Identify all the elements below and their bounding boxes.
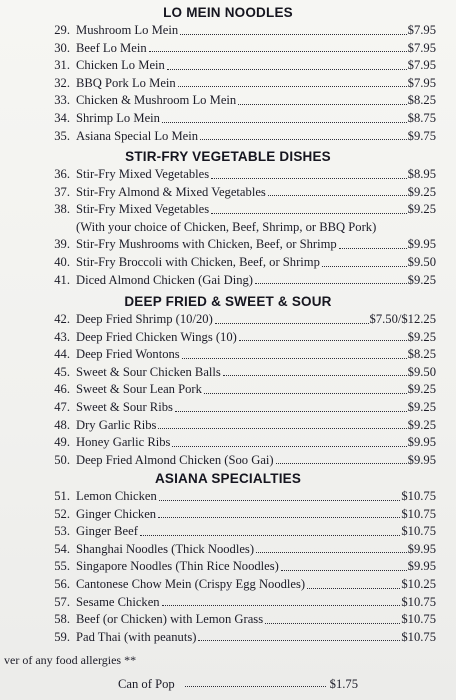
item-name: Stir-Fry Mushrooms with Chicken, Beef, or Shrimp	[76, 237, 337, 252]
item-price: $10.75	[401, 489, 436, 503]
item-price: $10.25	[401, 576, 436, 591]
item-number: 54.	[54, 541, 70, 556]
item-name: Stir-Fry Almond & Mixed Vegetables	[76, 184, 266, 199]
dot-leader	[159, 488, 401, 501]
dot-leader	[198, 629, 400, 642]
item-line	[76, 254, 436, 272]
menu-item	[0, 219, 456, 237]
item-price: $9.95	[407, 435, 436, 450]
item-number: 36.	[54, 167, 70, 181]
item-name: Deep Fried Wontons	[76, 347, 180, 362]
item-line	[76, 166, 436, 184]
item-line	[76, 434, 436, 452]
item-name: Deep Fried Chicken Wings (10)	[76, 329, 237, 344]
item-name: Deep Fried Shrimp (10/20)	[76, 312, 213, 326]
item-number: 47.	[54, 399, 70, 414]
menu-item	[0, 488, 456, 506]
pop-item	[118, 677, 358, 692]
item-name: (With your choice of Chicken, Beef, Shrimp, or BBQ Pork)	[76, 219, 377, 234]
item-number: 42.	[54, 312, 70, 326]
menu-item	[0, 329, 456, 347]
menu-item	[0, 381, 456, 399]
item-price: $9.25	[407, 417, 436, 432]
dot-leader	[307, 576, 400, 589]
dot-leader	[172, 434, 406, 447]
item-name: Dry Garlic Ribs	[76, 417, 157, 432]
item-number: 46.	[54, 382, 70, 397]
item-line	[76, 92, 436, 110]
item-line	[76, 184, 436, 202]
item-price: $10.75	[401, 594, 436, 609]
item-price: $7.95	[407, 40, 436, 55]
item-number: 45.	[54, 364, 70, 379]
dot-leader	[178, 75, 407, 88]
menu-item	[0, 576, 456, 594]
item-line	[76, 201, 436, 219]
item-line	[76, 75, 436, 93]
menu-item	[0, 506, 456, 524]
item-number: 31.	[54, 58, 70, 73]
item-line	[76, 110, 436, 128]
item-price: $8.25	[407, 93, 436, 108]
item-price: $9.25	[407, 202, 436, 217]
item-line	[76, 594, 436, 612]
item-line	[76, 417, 436, 435]
item-line	[76, 452, 436, 470]
item-number: 35.	[54, 128, 70, 143]
section-specialties	[0, 470, 456, 646]
item-name: Beef (or Chicken) with Lemon Grass	[76, 612, 264, 627]
section-stir-fry	[0, 148, 456, 289]
item-number: 53.	[54, 524, 70, 539]
item-name: Chicken & Mushroom Lo Mein	[76, 93, 237, 108]
menu-item	[0, 417, 456, 435]
item-price: $9.95	[407, 541, 436, 556]
item-price: $9.95	[407, 559, 436, 574]
pop-price: $1.75	[329, 677, 358, 691]
menu-item	[0, 629, 456, 647]
item-line	[76, 272, 436, 290]
item-line	[76, 611, 436, 629]
item-price: $9.25	[407, 272, 436, 287]
menu-item	[0, 40, 456, 58]
item-number: 30.	[54, 40, 70, 55]
menu-item	[0, 22, 456, 40]
item-line	[76, 128, 436, 146]
section-heading: DEEP FRIED & SWEET & SOUR	[124, 294, 332, 309]
dot-leader	[162, 110, 407, 123]
item-line	[76, 506, 436, 524]
dot-leader	[158, 417, 406, 430]
menu-item	[0, 272, 456, 290]
item-price: $8.95	[407, 167, 436, 181]
item-name: Lemon Chicken	[76, 489, 157, 503]
item-price: $9.25	[407, 329, 436, 344]
item-name: Chicken Lo Mein	[76, 58, 165, 73]
menu-item	[0, 311, 456, 329]
menu-item	[0, 523, 456, 541]
item-line	[76, 236, 436, 254]
item-line	[76, 364, 436, 382]
dot-leader	[322, 254, 407, 267]
menu-item	[0, 364, 456, 382]
item-number: 52.	[54, 506, 70, 521]
menu-item	[0, 75, 456, 93]
item-price: $8.75	[407, 110, 436, 125]
dot-leader	[276, 452, 407, 465]
item-name: Beef Lo Mein	[76, 40, 147, 55]
item-number: 37.	[54, 184, 70, 199]
dot-leader	[185, 677, 326, 687]
menu-item	[0, 254, 456, 272]
item-name: Deep Fried Almond Chicken (Soo Gai)	[76, 452, 274, 467]
item-price: $9.25	[407, 184, 436, 199]
item-name: Diced Almond Chicken (Gai Ding)	[76, 272, 253, 287]
item-name: Sweet & Sour Lean Pork	[76, 382, 202, 397]
item-name: Shrimp Lo Mein	[76, 110, 160, 125]
item-number: 41.	[54, 272, 70, 287]
dot-leader	[215, 311, 369, 324]
menu-item	[0, 110, 456, 128]
menu-item	[0, 558, 456, 576]
item-price: $9.75	[407, 128, 436, 143]
item-name: Singapore Noodles (Thin Rice Noodles)	[76, 559, 279, 574]
item-price: $10.75	[401, 629, 436, 644]
menu-item	[0, 128, 456, 146]
section-lo-mein	[0, 4, 456, 145]
item-number: 40.	[54, 254, 70, 269]
item-name: Ginger Chicken	[76, 506, 157, 521]
item-line	[76, 381, 436, 399]
item-line	[76, 40, 436, 58]
menu-item	[0, 184, 456, 202]
dot-leader	[211, 201, 407, 214]
dot-leader	[167, 57, 407, 70]
item-line	[76, 488, 436, 506]
dot-leader	[256, 541, 407, 554]
item-price: $7.95	[407, 23, 436, 37]
item-name: Honey Garlic Ribs	[76, 435, 171, 450]
item-number: 51.	[54, 489, 70, 503]
item-number: 33.	[54, 93, 70, 108]
item-price: $10.75	[401, 612, 436, 627]
item-line	[76, 541, 436, 559]
item-price: $7.95	[407, 58, 436, 73]
item-name: Stir-Fry Mixed Vegetables	[76, 167, 210, 181]
item-price: $9.50	[407, 364, 436, 379]
item-price: $9.95	[407, 237, 436, 252]
item-line	[76, 219, 436, 237]
menu-item	[0, 92, 456, 110]
item-number: 44.	[54, 347, 70, 362]
item-price: $9.25	[407, 399, 436, 414]
item-name: Mushroom Lo Mein	[76, 23, 179, 37]
item-price: $7.50/$12.25	[369, 312, 436, 326]
item-number: 32.	[54, 75, 70, 90]
item-number: 59.	[54, 629, 70, 644]
dot-leader	[200, 128, 407, 141]
item-number: 48.	[54, 417, 70, 432]
dot-leader	[239, 329, 407, 342]
dot-leader	[182, 346, 407, 359]
item-number: 50.	[54, 452, 70, 467]
item-price: $8.25	[407, 347, 436, 362]
item-price: $7.95	[407, 75, 436, 90]
item-price: $10.75	[401, 506, 436, 521]
section-heading: ASIANA SPECIALTIES	[154, 471, 302, 486]
dot-leader	[162, 594, 401, 607]
dot-leader	[281, 558, 407, 571]
dot-leader	[268, 184, 407, 197]
menu-item	[0, 166, 456, 184]
item-line	[76, 399, 436, 417]
dot-leader	[339, 236, 407, 249]
item-line	[76, 523, 436, 541]
menu-item	[0, 594, 456, 612]
item-number: 49.	[54, 435, 70, 450]
dot-leader	[158, 506, 400, 519]
item-line	[76, 576, 436, 594]
section-deep-fried	[0, 293, 456, 469]
menu-item	[0, 434, 456, 452]
item-name: BBQ Pork Lo Mein	[76, 75, 176, 90]
pop-name: Can of Pop	[118, 677, 175, 691]
dot-leader	[180, 22, 407, 35]
dot-leader	[238, 92, 406, 105]
dot-leader	[265, 611, 400, 624]
item-number: 34.	[54, 110, 70, 125]
allergy-note: ver of any food allergies **	[4, 653, 137, 667]
item-name: Stir-Fry Broccoli with Chicken, Beef, or Shrimp	[76, 254, 320, 269]
item-line	[76, 346, 436, 364]
item-number: 29.	[54, 23, 70, 37]
dot-leader	[223, 364, 407, 377]
dot-leader	[149, 40, 407, 53]
dot-leader	[175, 399, 407, 412]
item-name: Sweet & Sour Ribs	[76, 399, 173, 414]
item-line	[76, 558, 436, 576]
item-name: Shanghai Noodles (Thick Noodles)	[76, 541, 255, 556]
dot-leader	[255, 272, 407, 285]
dot-leader	[204, 381, 407, 394]
item-name: Pad Thai (with peanuts)	[76, 629, 197, 644]
menu-item	[0, 201, 456, 219]
item-name: Asiana Special Lo Mein	[76, 128, 199, 143]
item-line	[76, 311, 436, 329]
item-number: 43.	[54, 329, 70, 344]
menu-item	[0, 452, 456, 470]
item-line	[76, 57, 436, 75]
item-name: Sesame Chicken	[76, 594, 160, 609]
item-price: $9.95	[407, 452, 436, 467]
item-number: 56.	[54, 576, 70, 591]
menu-item	[0, 541, 456, 559]
item-price: $9.50	[407, 254, 436, 269]
item-number: 39.	[54, 237, 70, 252]
menu-item	[0, 399, 456, 417]
item-line	[76, 22, 436, 40]
item-number: 55.	[54, 559, 70, 574]
menu-item	[0, 611, 456, 629]
item-price: $10.75	[401, 524, 436, 539]
item-name: Ginger Beef	[76, 524, 138, 539]
item-name: Sweet & Sour Chicken Balls	[76, 364, 221, 379]
section-heading: STIR-FRY VEGETABLE DISHES	[125, 149, 331, 164]
section-heading: LO MEIN NOODLES	[163, 5, 293, 20]
item-price: $9.25	[407, 382, 436, 397]
dot-leader	[140, 523, 400, 536]
item-name: Cantonese Chow Mein (Crispy Egg Noodles)	[76, 576, 306, 591]
dot-leader	[211, 166, 407, 179]
item-line	[76, 629, 436, 647]
item-line	[76, 329, 436, 347]
menu-item	[0, 346, 456, 364]
menu-item	[0, 57, 456, 75]
menu-item	[0, 236, 456, 254]
item-number: 57.	[54, 594, 70, 609]
item-number: 58.	[54, 612, 70, 627]
item-name: Stir-Fry Mixed Vegetables	[76, 202, 210, 217]
item-number: 38.	[54, 202, 70, 217]
